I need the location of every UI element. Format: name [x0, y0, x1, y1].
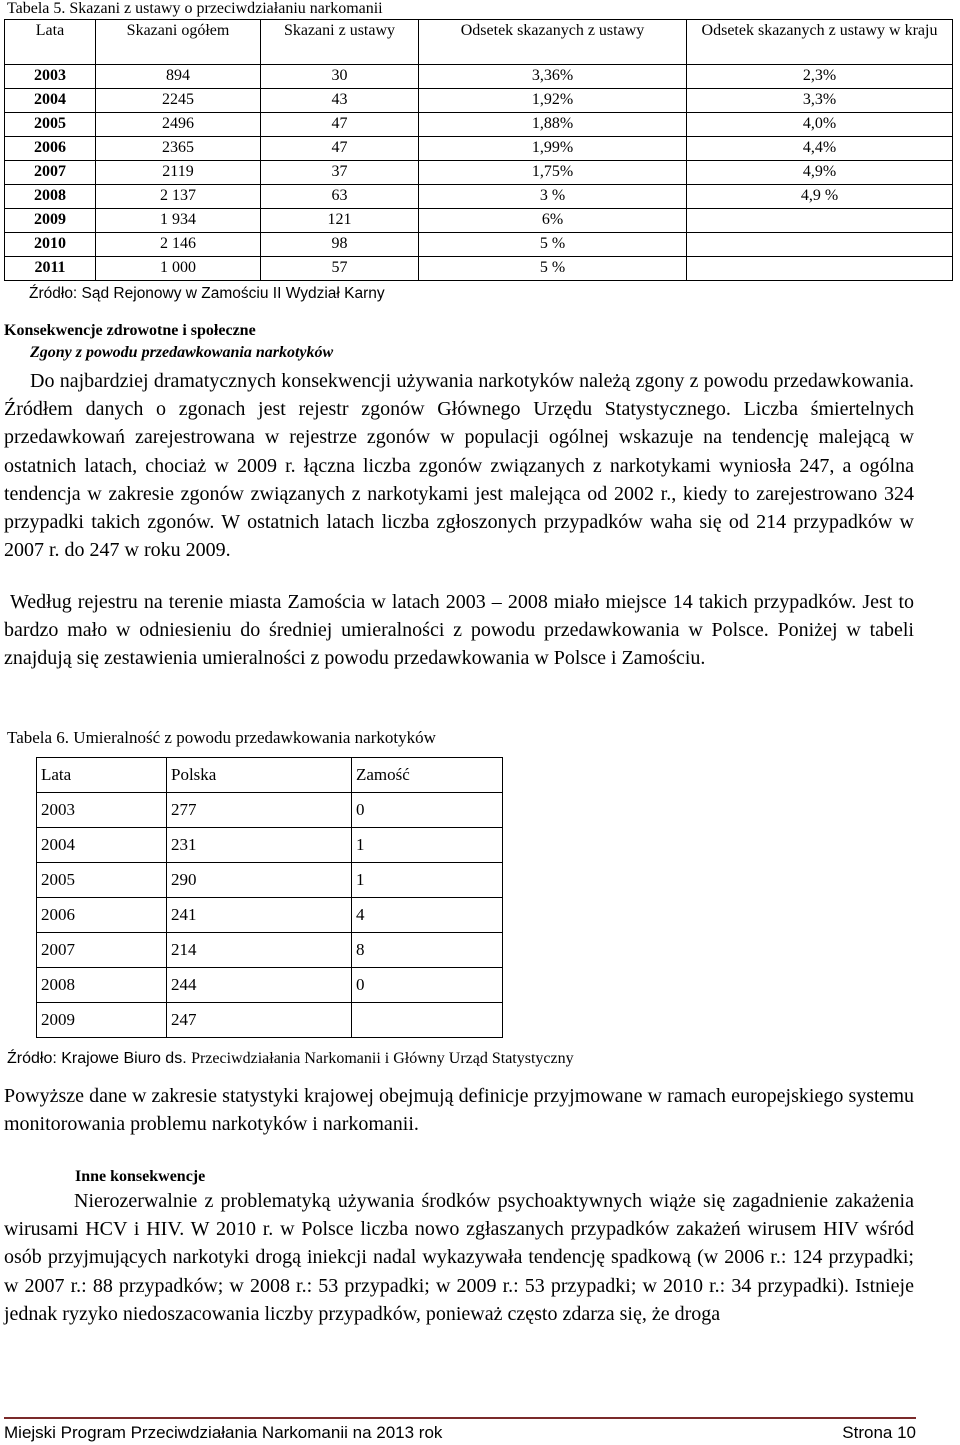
table6-value-cell — [352, 1003, 503, 1038]
table-row — [37, 968, 503, 1003]
table-row — [5, 233, 953, 257]
table5-value-cell: 1 000 — [96, 257, 261, 281]
table6-value-cell: 277 — [167, 793, 352, 828]
table6-header-cell: Lata — [37, 758, 167, 793]
table5-value-cell: 1,88% — [419, 113, 687, 137]
table6-source-part-b: Przeciwdziałania Narkomanii i Główny Urząd Statystyczny — [191, 1050, 574, 1067]
table5-convicted — [4, 19, 953, 281]
table5-value-cell: 1,92% — [419, 89, 687, 113]
table5-value-cell: 2496 — [96, 113, 261, 137]
table6-source-part-a: Źródło: Krajowe Biuro ds. — [7, 1050, 192, 1067]
table6-value-cell: 0 — [352, 793, 503, 828]
paragraph-hiv-hcv: Nierozerwalnie z problematyką używania środków psychoaktywnych wiąże się zagadnienie zakażenia wirusami HCV i HIV. W 2010 r. w Polsce liczba nowo zgłaszanych przypadków zakażeń wirusem HIV wśród osób przyjmujących narkotyki drogą iniekcji nadal wykazywała tendencję spadkową (w 2006 r.: 124 przypadki; w 2007 r.: 88 przypadków; w 2008 r.: 53 przypadki; w 2009 r.: 53 przypadki; w 2010 r.: 34 przypadki). Istnieje jednak ryzyko niedoszacowania liczby przypadków, ponieważ często zdarza się, że droga — [4, 1190, 914, 1325]
table5-value-cell: 1 934 — [96, 209, 261, 233]
table5-year-cell: 2008 — [5, 185, 96, 209]
table-row — [5, 113, 953, 137]
footer-title: Miejski Program Przeciwdziałania Narkomanii na 2013 rok — [4, 1423, 443, 1442]
table6-value-cell: 244 — [167, 968, 352, 1003]
table5-year-cell: 2007 — [5, 161, 96, 185]
table5-value-cell: 1,75% — [419, 161, 687, 185]
table5-value-cell: 4,4% — [687, 137, 953, 161]
table-row — [37, 1003, 503, 1038]
table6-value-cell: 290 — [167, 863, 352, 898]
table5-year-cell: 2006 — [5, 137, 96, 161]
table5-caption: Tabela 5. Skazani z ustawy o przeciwdziałaniu narkomanii — [7, 0, 383, 17]
table5-source: Źródło: Sąd Rejonowy w Zamościu II Wydział Karny — [29, 285, 385, 302]
table6-value-cell: 241 — [167, 898, 352, 933]
table6-body — [37, 758, 503, 1038]
table5-value-cell — [687, 257, 953, 281]
table5-header-row — [5, 20, 953, 65]
table6-year-cell: 2003 — [37, 793, 167, 828]
table5-year-cell: 2011 — [5, 257, 96, 281]
table5-year-cell: 2009 — [5, 209, 96, 233]
table5-year-cell: 2010 — [5, 233, 96, 257]
table6-value-cell: 231 — [167, 828, 352, 863]
table6-value-cell: 1 — [352, 863, 503, 898]
table6-header-cell: Zamość — [352, 758, 503, 793]
footer-divider — [4, 1417, 916, 1419]
table6-value-cell: 0 — [352, 968, 503, 1003]
table5-value-cell: 4,9 % — [687, 185, 953, 209]
table5-value-cell: 63 — [261, 185, 419, 209]
paragraph-zamosc-register: Według rejestru na terenie miasta Zamościa w latach 2003 – 2008 miało miejsce 14 takich przypadków. Jest to bardzo mało w odniesieniu do średniej umieralności z powodu przedawkowania w Polsce. Poniżej w tabeli znajdują się zestawienia umieralności z powodu przedawkowania w Polsce i Zamościu. — [4, 591, 914, 670]
subsection-heading: Zgony z powodu przedawkowania narkotyków — [30, 344, 334, 361]
table5-value-cell: 2,3% — [687, 65, 953, 89]
table5-value-cell: 4,9% — [687, 161, 953, 185]
table5-value-cell: 894 — [96, 65, 261, 89]
table5-header-cell: Skazani ogółem — [96, 20, 261, 65]
table5-value-cell: 1,99% — [419, 137, 687, 161]
table5-header-cell: Odsetek skazanych z ustawy — [419, 20, 687, 65]
paragraph-overdose-deaths: Do najbardziej dramatycznych konsekwencji używania narkotyków należą zgony z powodu przedawkowania. Źródłem danych o zgonach jest rejestr zgonów Głównego Urzędu Statystycznego. Liczba śmiertelnych przedawkowań zarejestrowana w rejestrze zgonów w populacji ogólnej wskazuje na tendencję malejącą w ostatnich latach, chociaż w 2009 r. łączna liczba zgonów związanych z narkotykami wyniosła 247, a ogólna tendencja w zakresie zgonów związanych z narkotykami jest malejąca od 2002 r., kiedy to zarejestrowano 324 przypadki takich zgonów. W ostatnich latach liczba zgłoszonych przypadków waha się od 214 przypadków w 2007 r. do 247 w roku 2009. — [4, 370, 914, 562]
table5-value-cell: 47 — [261, 113, 419, 137]
table-row — [37, 793, 503, 828]
table5-value-cell: 37 — [261, 161, 419, 185]
table-row — [5, 65, 953, 89]
table6-caption: Tabela 6. Umieralność z powodu przedawkowania narkotyków — [7, 728, 436, 747]
table6-year-cell: 2005 — [37, 863, 167, 898]
table5-value-cell: 121 — [261, 209, 419, 233]
table6-value-cell: 1 — [352, 828, 503, 863]
table-row — [5, 89, 953, 113]
table6-year-cell: 2009 — [37, 1003, 167, 1038]
table-row — [37, 863, 503, 898]
table5-year-cell: 2004 — [5, 89, 96, 113]
table5-value-cell: 4,0% — [687, 113, 953, 137]
table5-value-cell: 3,3% — [687, 89, 953, 113]
table5-body — [5, 65, 953, 281]
table5-value-cell: 3,36% — [419, 65, 687, 89]
table-row — [5, 257, 953, 281]
table5-value-cell: 2119 — [96, 161, 261, 185]
other-consequences-heading: Inne konsekwencje — [75, 1168, 206, 1185]
table5-value-cell: 98 — [261, 233, 419, 257]
table5-value-cell: 5 % — [419, 233, 687, 257]
table5-year-cell: 2005 — [5, 113, 96, 137]
table5-value-cell: 5 % — [419, 257, 687, 281]
table5-value-cell: 2 146 — [96, 233, 261, 257]
table5-value-cell: 6% — [419, 209, 687, 233]
table5-header-cell: Skazani z ustawy — [261, 20, 419, 65]
table-row — [5, 185, 953, 209]
table5-value-cell: 3 % — [419, 185, 687, 209]
table6-year-cell: 2008 — [37, 968, 167, 1003]
table6-mortality — [36, 757, 503, 1038]
table5-value-cell — [687, 233, 953, 257]
table6-header-row — [37, 758, 503, 793]
table-row — [5, 161, 953, 185]
table5-value-cell: 2 137 — [96, 185, 261, 209]
table6-value-cell: 4 — [352, 898, 503, 933]
table6-year-cell: 2007 — [37, 933, 167, 968]
table5-header-cell: Odsetek skazanych z ustawy w kraju — [687, 20, 953, 65]
table6-source — [7, 1050, 574, 1068]
page-footer — [4, 1423, 916, 1443]
table6-year-cell: 2004 — [37, 828, 167, 863]
table6-header-cell: Polska — [167, 758, 352, 793]
table-row — [37, 898, 503, 933]
table6-value-cell: 247 — [167, 1003, 352, 1038]
table5-year-cell: 2003 — [5, 65, 96, 89]
table5-value-cell: 2365 — [96, 137, 261, 161]
table-row — [37, 828, 503, 863]
table5-value-cell: 57 — [261, 257, 419, 281]
table5-value-cell: 47 — [261, 137, 419, 161]
table-row — [5, 137, 953, 161]
page-number: Strona 10 — [842, 1423, 916, 1442]
table6-year-cell: 2006 — [37, 898, 167, 933]
table6-value-cell: 8 — [352, 933, 503, 968]
table5-value-cell: 30 — [261, 65, 419, 89]
table5-value-cell — [687, 209, 953, 233]
section-heading: Konsekwencje zdrowotne i społeczne — [4, 322, 256, 339]
table5-header-cell: Lata — [5, 20, 96, 65]
paragraph-definitions: Powyższe dane w zakresie statystyki krajowej obejmują definicje przyjmowane w ramach europejskiego systemu monitorowania problemu narkotyków i narkomanii. — [4, 1085, 914, 1136]
table-row — [37, 933, 503, 968]
table-row — [5, 209, 953, 233]
table6-value-cell: 214 — [167, 933, 352, 968]
table5-value-cell: 43 — [261, 89, 419, 113]
table5-value-cell: 2245 — [96, 89, 261, 113]
